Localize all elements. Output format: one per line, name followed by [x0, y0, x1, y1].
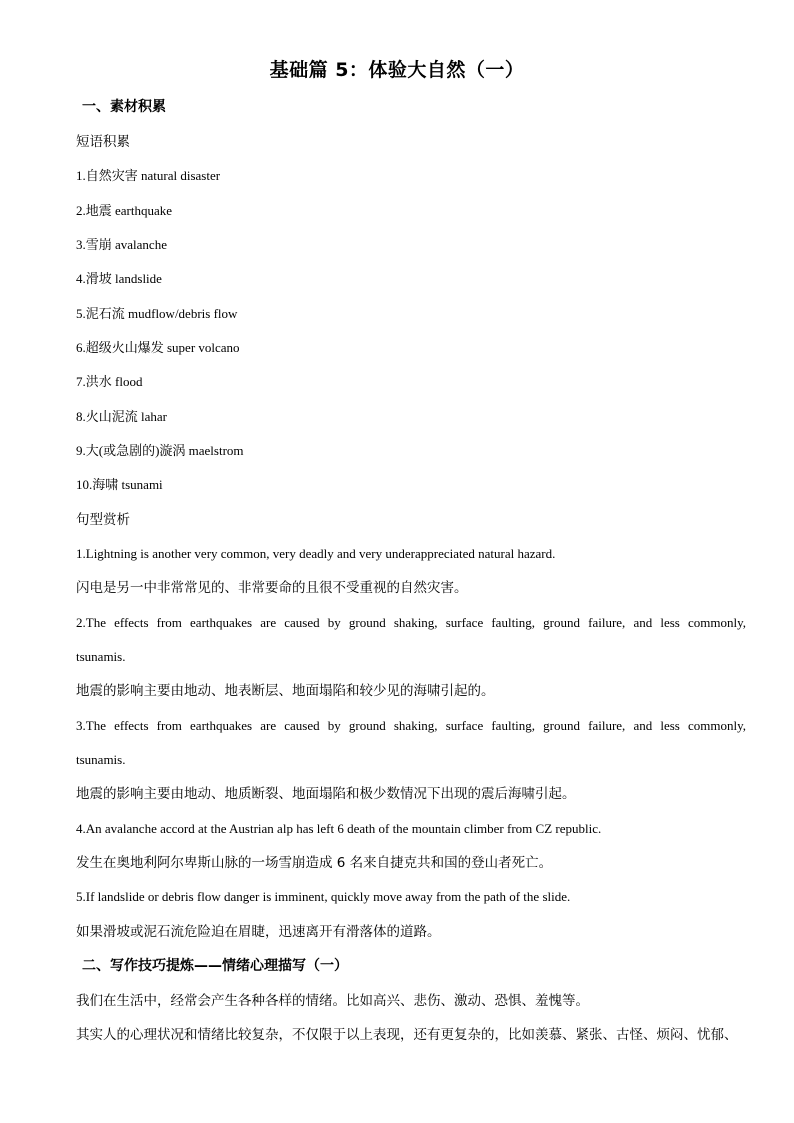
phrase-item: 10.海啸 tsunami	[76, 477, 163, 492]
phrase-item: 2.地震 earthquake	[76, 203, 173, 218]
paragraph: 我们在生活中，经常会产生各种各样的情绪。比如高兴、悲伤、激动、恐惧、羞愧等。	[76, 993, 589, 1009]
sentence-zh: 地震的影响主要由地动、地表断层、地面塌陷和较少见的海啸引起的。	[76, 683, 495, 699]
sentence-zh: 闪电是另一中非常常见的、非常要命的且很不受重视的自然灾害。	[76, 580, 468, 596]
sentences-subheading: 句型赏析	[76, 512, 130, 528]
sentence-en: 2.The effects from earthquakes are caused by ground shaking, surface faulting, ground failure, and less commonly,	[76, 615, 746, 630]
phrases-subheading: 短语积累	[76, 134, 130, 150]
phrase-item: 8.火山泥流 lahar	[76, 409, 167, 424]
paragraph: 其实人的心理状况和情绪比较复杂，不仅限于以上表现，还有更复杂的，比如羡慕、紧张、古怪、烦闷、忧郁、	[76, 1027, 738, 1043]
sentence-en: 5.If landslide or debris flow danger is imminent, quickly move away from the path of the slide.	[76, 889, 571, 904]
section-heading-materials: 一、素材积累	[82, 99, 166, 115]
phrase-item: 3.雪崩 avalanche	[76, 237, 167, 252]
sentence-en: 4.An avalanche accord at the Austrian alp has left 6 death of the mountain climber from CZ republic.	[76, 821, 602, 836]
sentence-en: 3.The effects from earthquakes are caused by ground shaking, surface faulting, ground failure, and less commonly,	[76, 718, 746, 733]
sentence-en: 1.Lightning is another very common, very deadly and very underappreciated natural hazard.	[76, 546, 556, 561]
phrase-item: 5.泥石流 mudflow/debris flow	[76, 306, 238, 321]
phrase-item: 7.洪水 flood	[76, 374, 143, 389]
sentence-zh: 发生在奥地利阿尔卑斯山脉的一场雪崩造成 6 名来自捷克共和国的登山者死亡。	[76, 855, 553, 871]
sentence-en-continued: tsunamis.	[76, 649, 126, 664]
phrase-item: 9.大(或急剧的)漩涡 maelstrom	[76, 443, 244, 458]
document-title: 基础篇 5：体验大自然（一）	[269, 59, 525, 81]
phrase-item: 4.滑坡 landslide	[76, 271, 162, 286]
phrase-item: 6.超级火山爆发 super volcano	[76, 340, 240, 355]
sentence-zh: 如果滑坡或泥石流危险迫在眉睫，迅速离开有滑落体的道路。	[76, 924, 441, 940]
section-heading-writing: 二、写作技巧提炼——情绪心理描写（一）	[82, 958, 348, 974]
sentence-zh: 地震的影响主要由地动、地质断裂、地面塌陷和极少数情况下出现的震后海啸引起。	[76, 786, 576, 802]
phrase-item: 1.自然灾害 natural disaster	[76, 168, 221, 183]
sentence-en-continued: tsunamis.	[76, 752, 126, 767]
